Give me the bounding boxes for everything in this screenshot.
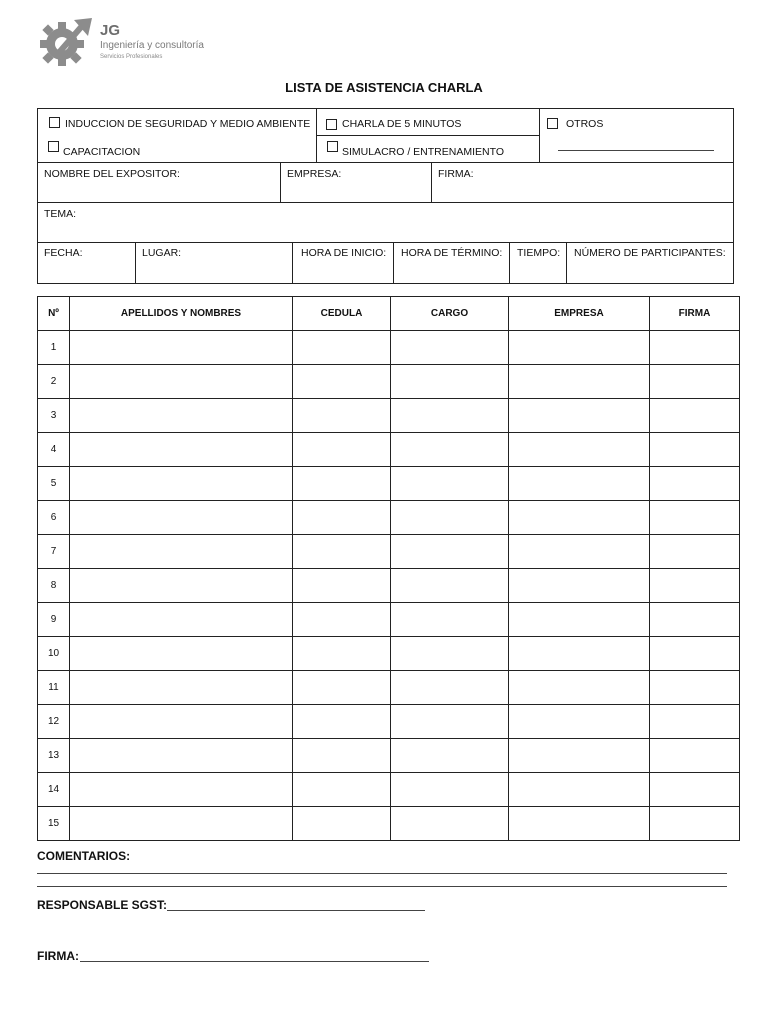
divider (292, 242, 293, 284)
cell-cedula[interactable] (293, 773, 391, 807)
table-row (38, 637, 740, 671)
comentarios-line-1[interactable] (37, 873, 727, 874)
row-number: 15 (38, 807, 70, 841)
row-number: 6 (38, 501, 70, 535)
cell-cargo[interactable] (391, 637, 509, 671)
field-hora-termino[interactable]: HORA DE TÉRMINO: (401, 247, 503, 259)
cell-cedula[interactable] (293, 365, 391, 399)
cell-nombres[interactable] (70, 331, 293, 365)
firma-line[interactable] (80, 961, 429, 962)
cell-cedula[interactable] (293, 807, 391, 841)
cell-cedula[interactable] (293, 637, 391, 671)
cell-firma[interactable] (650, 433, 740, 467)
cell-empresa[interactable] (509, 569, 650, 603)
table-row (38, 501, 740, 535)
cell-firma[interactable] (650, 365, 740, 399)
field-participantes[interactable]: NÚMERO DE PARTICIPANTES: (574, 247, 726, 259)
row-number: 10 (38, 637, 70, 671)
cell-firma[interactable] (650, 637, 740, 671)
company-logo (36, 16, 226, 70)
cell-firma[interactable] (650, 331, 740, 365)
cell-empresa[interactable] (509, 399, 650, 433)
field-expositor[interactable]: NOMBRE DEL EXPOSITOR: (44, 168, 180, 180)
divider (280, 162, 281, 202)
cell-cedula[interactable] (293, 433, 391, 467)
checkbox-otros[interactable] (547, 118, 558, 129)
cell-cargo[interactable] (391, 603, 509, 637)
cell-cargo[interactable] (391, 807, 509, 841)
table-row (38, 773, 740, 807)
cell-firma[interactable] (650, 501, 740, 535)
checkbox-induccion[interactable] (49, 117, 60, 128)
cell-firma[interactable] (650, 603, 740, 637)
table-header-row (38, 297, 740, 331)
logo-brand: JG (100, 22, 121, 39)
cell-nombres[interactable] (70, 773, 293, 807)
field-hora-inicio[interactable]: HORA DE INICIO: (301, 247, 387, 259)
table-row (38, 807, 740, 841)
responsable-label: RESPONSABLE SGST: (37, 898, 168, 912)
cell-cargo[interactable] (391, 773, 509, 807)
divider (37, 162, 734, 163)
cell-firma[interactable] (650, 569, 740, 603)
cell-empresa[interactable] (509, 365, 650, 399)
cell-cargo[interactable] (391, 331, 509, 365)
comentarios-label: COMENTARIOS: (37, 849, 131, 863)
cell-cedula[interactable] (293, 501, 391, 535)
cell-nombres[interactable] (70, 501, 293, 535)
cell-firma[interactable] (650, 807, 740, 841)
cell-empresa[interactable] (509, 671, 650, 705)
divider (431, 162, 432, 202)
cell-empresa[interactable] (509, 637, 650, 671)
cell-firma[interactable] (650, 399, 740, 433)
table-row (38, 569, 740, 603)
cell-nombres[interactable] (70, 705, 293, 739)
logo-company-name: Ingeniería y consultoría (100, 40, 204, 51)
option-induccion: INDUCCION DE SEGURIDAD Y MEDIO AMBIENTE (65, 118, 311, 130)
cell-cedula[interactable] (293, 467, 391, 501)
cell-firma[interactable] (650, 671, 740, 705)
cell-cargo[interactable] (391, 433, 509, 467)
cell-empresa[interactable] (509, 535, 650, 569)
attendance-table (37, 296, 740, 841)
field-fecha[interactable]: FECHA: (44, 247, 83, 259)
cell-nombres[interactable] (70, 399, 293, 433)
table-row (38, 433, 740, 467)
cell-cargo[interactable] (391, 705, 509, 739)
cell-empresa[interactable] (509, 433, 650, 467)
checkbox-simulacro[interactable] (327, 141, 338, 152)
cell-empresa[interactable] (509, 501, 650, 535)
col-header-numero: Nº (38, 297, 70, 331)
cell-cedula[interactable] (293, 603, 391, 637)
field-empresa[interactable]: EMPRESA: (287, 168, 342, 180)
cell-nombres[interactable] (70, 433, 293, 467)
cell-cargo[interactable] (391, 671, 509, 705)
cell-nombres[interactable] (70, 467, 293, 501)
table-row (38, 365, 740, 399)
row-number: 1 (38, 331, 70, 365)
field-tema[interactable]: TEMA: (44, 208, 77, 220)
option-simulacro: SIMULACRO / ENTRENAMIENTO (342, 146, 504, 158)
row-number: 12 (38, 705, 70, 739)
divider (37, 202, 734, 203)
cell-nombres[interactable] (70, 569, 293, 603)
option-otros: OTROS (566, 118, 604, 130)
col-header-cedula: CEDULA (293, 297, 391, 331)
col-header-cargo: CARGO (391, 297, 509, 331)
cell-firma[interactable] (650, 467, 740, 501)
table-row (38, 603, 740, 637)
otros-line[interactable] (558, 150, 714, 151)
table-row (38, 467, 740, 501)
cell-cargo[interactable] (391, 739, 509, 773)
cell-cedula[interactable] (293, 569, 391, 603)
checkbox-charla[interactable] (326, 119, 337, 130)
cell-empresa[interactable] (509, 603, 650, 637)
row-number: 3 (38, 399, 70, 433)
row-number: 5 (38, 467, 70, 501)
table-row (38, 399, 740, 433)
cell-cargo[interactable] (391, 365, 509, 399)
cell-cargo[interactable] (391, 569, 509, 603)
field-firma[interactable]: FIRMA: (438, 168, 474, 180)
cell-empresa[interactable] (509, 739, 650, 773)
cell-firma[interactable] (650, 705, 740, 739)
cell-empresa[interactable] (509, 773, 650, 807)
cell-empresa[interactable] (509, 331, 650, 365)
row-number: 13 (38, 739, 70, 773)
option-charla: CHARLA DE 5 MINUTOS (342, 118, 462, 130)
document-title: LISTA DE ASISTENCIA CHARLA (285, 80, 483, 95)
table-row (38, 535, 740, 569)
divider (566, 242, 567, 284)
cell-cedula[interactable] (293, 331, 391, 365)
cell-nombres[interactable] (70, 671, 293, 705)
divider (393, 242, 394, 284)
col-header-firma: FIRMA (650, 297, 740, 331)
row-number: 2 (38, 365, 70, 399)
table-row (38, 705, 740, 739)
cell-cargo[interactable] (391, 399, 509, 433)
cell-firma[interactable] (650, 773, 740, 807)
cell-nombres[interactable] (70, 807, 293, 841)
logo-tagline: Servicios Profesionales (100, 54, 163, 60)
field-lugar[interactable]: LUGAR: (142, 247, 182, 259)
row-number: 7 (38, 535, 70, 569)
cell-empresa[interactable] (509, 467, 650, 501)
row-number: 9 (38, 603, 70, 637)
divider (509, 242, 510, 284)
cell-cargo[interactable] (391, 501, 509, 535)
cell-cargo[interactable] (391, 467, 509, 501)
cell-cedula[interactable] (293, 399, 391, 433)
responsable-line[interactable] (167, 910, 425, 911)
checkbox-capacitacion[interactable] (48, 141, 59, 152)
divider (37, 242, 734, 243)
divider (316, 135, 540, 136)
cell-cedula[interactable] (293, 705, 391, 739)
cell-cedula[interactable] (293, 535, 391, 569)
row-number: 14 (38, 773, 70, 807)
col-header-nombres: APELLIDOS Y NOMBRES (70, 297, 293, 331)
table-row (38, 671, 740, 705)
col-header-empresa: EMPRESA (509, 297, 650, 331)
cell-empresa[interactable] (509, 705, 650, 739)
row-number: 8 (38, 569, 70, 603)
table-row (38, 331, 740, 365)
cell-firma[interactable] (650, 535, 740, 569)
cell-nombres[interactable] (70, 739, 293, 773)
cell-empresa[interactable] (509, 807, 650, 841)
option-capacitacion: CAPACITACION (63, 146, 141, 158)
row-number: 11 (38, 671, 70, 705)
cell-nombres[interactable] (70, 535, 293, 569)
gear-arrow-icon (36, 16, 98, 70)
cell-firma[interactable] (650, 739, 740, 773)
cell-nombres[interactable] (70, 603, 293, 637)
row-number: 4 (38, 433, 70, 467)
divider (135, 242, 136, 284)
comentarios-line-2[interactable] (37, 886, 727, 887)
cell-nombres[interactable] (70, 637, 293, 671)
cell-cargo[interactable] (391, 535, 509, 569)
cell-nombres[interactable] (70, 365, 293, 399)
field-tiempo[interactable]: TIEMPO: (517, 247, 561, 259)
firma-label: FIRMA: (37, 949, 79, 963)
table-row (38, 739, 740, 773)
cell-cedula[interactable] (293, 739, 391, 773)
cell-cedula[interactable] (293, 671, 391, 705)
